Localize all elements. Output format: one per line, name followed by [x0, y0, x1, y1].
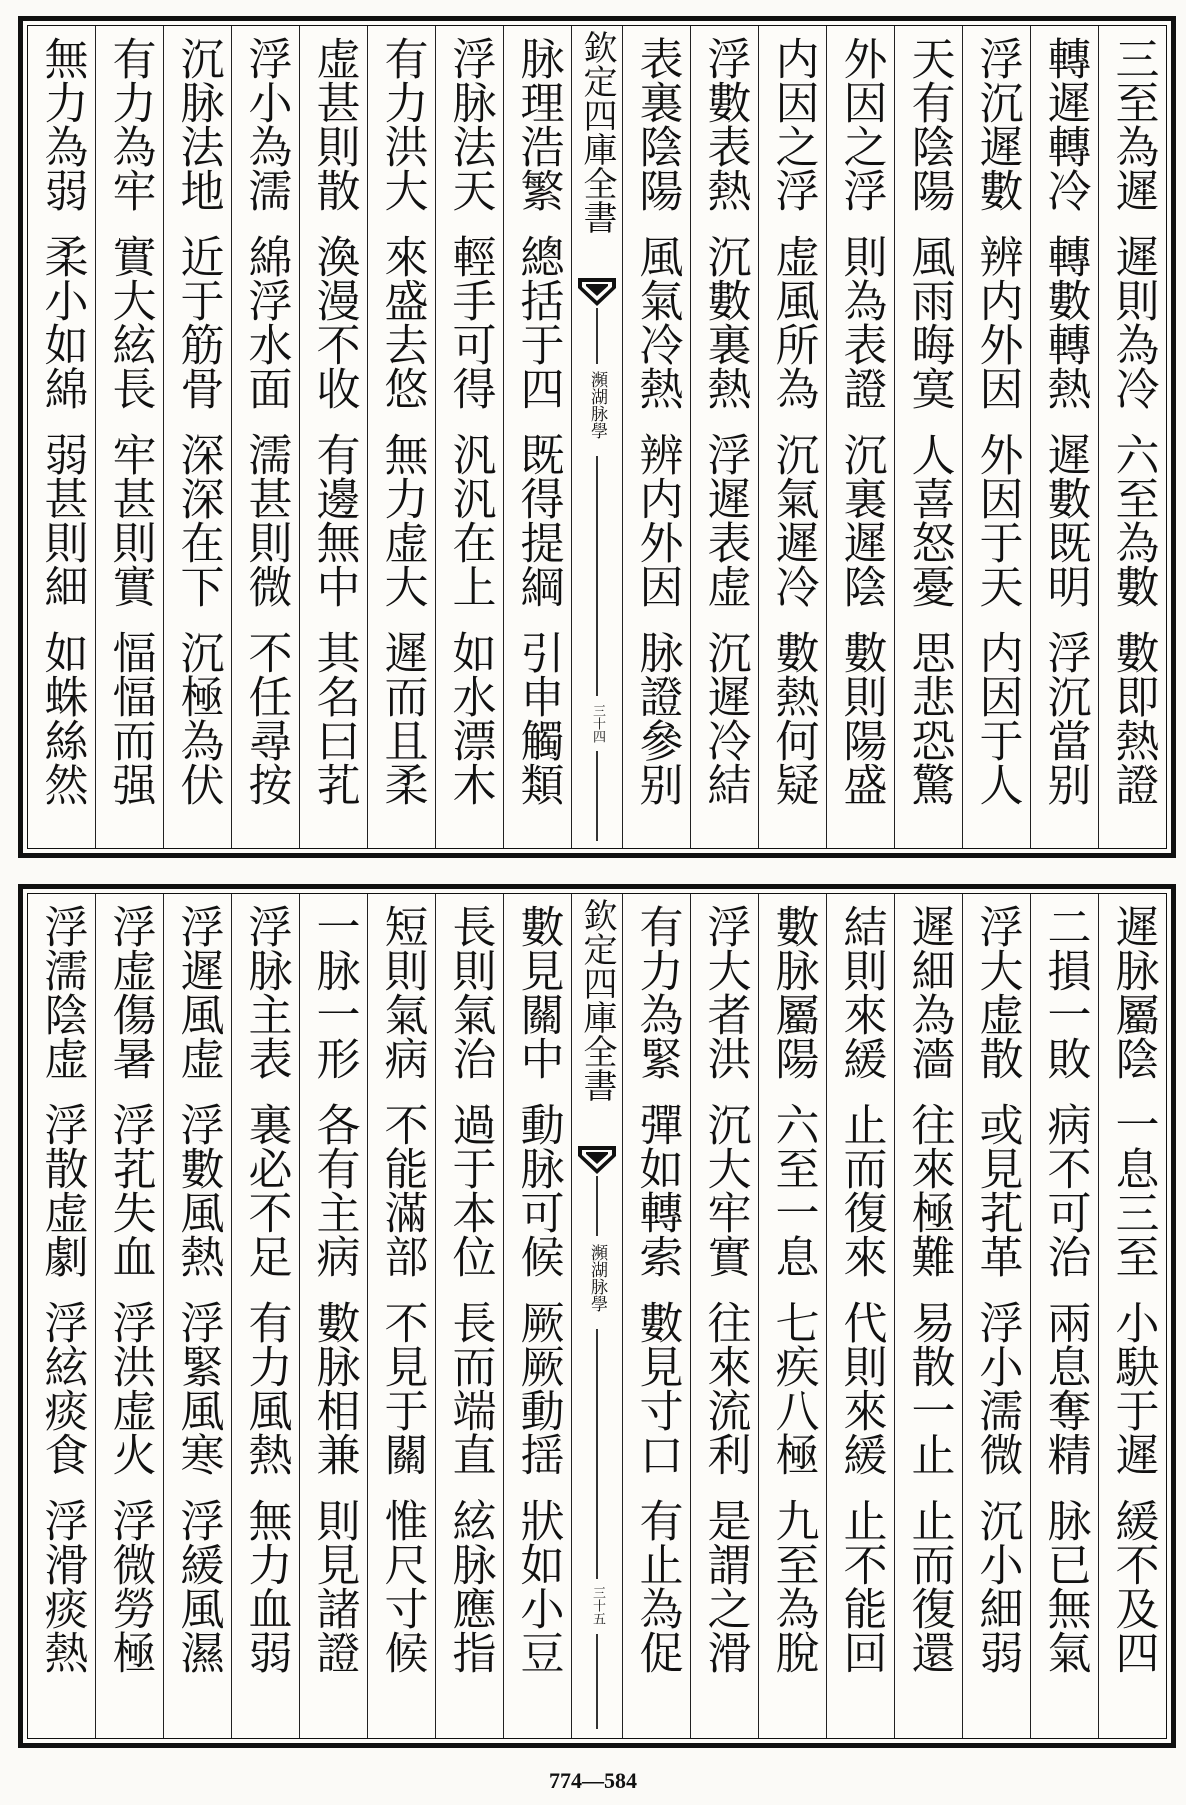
- text-column: [231, 894, 299, 1738]
- text-column: [1030, 894, 1098, 1738]
- page-number: 三十五: [590, 1586, 605, 1625]
- text-column: [690, 894, 758, 1738]
- text-column: [299, 894, 367, 1738]
- column-text: 轉遲轉冷轉數轉熱遲數既明浮沉當别: [1039, 36, 1091, 806]
- center-rule: [596, 1176, 598, 1236]
- text-column: [163, 894, 231, 1738]
- text-column: [758, 894, 826, 1738]
- center-rule: [596, 308, 598, 364]
- text-column: [894, 894, 962, 1738]
- text-column: [826, 894, 894, 1738]
- bottom-page: [18, 884, 1176, 1748]
- column-text: 短則氣病不能滿部不見于關惟尺寸候: [376, 904, 428, 1674]
- page-center-strip: [571, 26, 622, 848]
- text-column: [622, 894, 690, 1738]
- column-text: 有力為緊彈如轉索數見寸口有止為促: [631, 904, 683, 1674]
- column-text: 脉理浩繁總括于四既得提綱引申觸類: [512, 36, 564, 806]
- text-column: [758, 26, 826, 848]
- text-column: [299, 26, 367, 848]
- text-column: [894, 26, 962, 848]
- column-text: 有力洪大來盛去悠無力虚大遲而且柔: [376, 36, 428, 806]
- text-column: [28, 26, 95, 848]
- center-rule: [596, 456, 598, 696]
- column-text: 浮虚傷暑浮芤失血浮洪虚火浮微勞極: [104, 904, 156, 1674]
- book-name: 瀕湖脉學: [587, 371, 607, 439]
- text-column: [367, 26, 435, 848]
- column-text: 浮大虚散或見芤革浮小濡微沉小細弱: [971, 904, 1023, 1674]
- column-text: 虚甚則散渙漫不收有邊無中其名曰芤: [308, 36, 360, 806]
- text-column: [435, 26, 503, 848]
- text-column: [1098, 26, 1166, 848]
- text-column: [503, 26, 571, 848]
- text-column: [503, 894, 571, 1738]
- column-text: 浮濡陰虚浮散虚劇浮絃痰食浮滑痰熱: [36, 904, 88, 1674]
- text-column: [28, 894, 95, 1738]
- column-text: 浮小為濡綿浮水面濡甚則微不任尋按: [240, 36, 292, 806]
- text-column: [962, 894, 1030, 1738]
- column-text: 有力為牢實大絃長牢甚則實愊愊而强: [104, 36, 156, 806]
- text-column: [1098, 894, 1166, 1738]
- column-text: 沉脉法地近于筋骨深深在下沉極為伏: [172, 36, 224, 806]
- text-column: [231, 26, 299, 848]
- center-rule: [596, 1634, 598, 1729]
- column-text: 表裏陰陽風氣冷熱辨内外因脉證參别: [631, 36, 683, 806]
- fish-tail-mark-icon: [578, 1146, 616, 1174]
- column-text: 外因之浮則為表證沉裏遲陰數則陽盛: [835, 36, 887, 806]
- column-text: 數脉屬陽六至一息七疾八極九至為脫: [767, 904, 819, 1674]
- column-text: 浮脉法天輕手可得汎汎在上如水漂木: [444, 36, 496, 806]
- page-center-strip: [571, 894, 622, 1738]
- column-text: 浮脉主表裏必不足有力風熱無力血弱: [240, 904, 292, 1674]
- bottom-page-frame: [27, 893, 1167, 1739]
- fish-tail-mark-icon: [578, 278, 616, 306]
- text-column: [367, 894, 435, 1738]
- center-rule: [596, 751, 598, 841]
- text-column: [95, 26, 163, 848]
- column-text: 天有陰陽風雨晦寞人喜怒憂思悲恐驚: [903, 36, 955, 806]
- column-text: 二損一敗病不可治兩息奪精脉已無氣: [1039, 904, 1091, 1674]
- column-text: 遲細為濇往來極難易散一止止而復還: [903, 904, 955, 1674]
- column-text: 一脉一形各有主病數脉相兼則見諸證: [308, 904, 360, 1674]
- column-text: 長則氣治過于本位長而端直絃脉應指: [444, 904, 496, 1674]
- catalog-number: 774—584: [549, 1768, 637, 1793]
- book-name: 瀕湖脉學: [587, 1244, 607, 1312]
- text-column: [826, 26, 894, 848]
- text-column: [163, 26, 231, 848]
- column-text: 遲脉屬陰一息三至小駃于遲緩不及四: [1107, 904, 1159, 1674]
- column-text: 浮沉遲數辨内外因外因于天内因于人: [971, 36, 1023, 806]
- book-collection-title: 欽定四庫全書: [577, 30, 617, 234]
- top-page: [18, 16, 1176, 858]
- column-text: 三至為遲遲則為冷六至為數數即熱證: [1107, 36, 1159, 806]
- text-column: [95, 894, 163, 1738]
- column-text: 浮數表熱沉數裏熱浮遲表虚沉遲冷結: [699, 36, 751, 806]
- column-text: 數見關中動脉可候厥厥動揺狀如小豆: [512, 904, 564, 1674]
- column-text: 浮遲風虚浮數風熱浮緊風寒浮緩風濕: [172, 904, 224, 1674]
- text-column: [962, 26, 1030, 848]
- top-page-frame: [27, 25, 1167, 849]
- text-column: [622, 26, 690, 848]
- text-column: [690, 26, 758, 848]
- center-rule: [596, 1329, 598, 1579]
- book-collection-title: 欽定四庫全書: [577, 898, 617, 1102]
- column-text: 結則來緩止而復來代則來緩止不能回: [835, 904, 887, 1674]
- page-number: 三十四: [590, 704, 605, 743]
- column-text: 浮大者洪沉大牢實往來流利是謂之滑: [699, 904, 751, 1674]
- text-column: [435, 894, 503, 1738]
- text-column: [1030, 26, 1098, 848]
- column-text: 内因之浮虚風所為沉氣遲冷數熱何疑: [767, 36, 819, 806]
- column-text: 無力為弱柔小如綿弱甚則細如蛛絲然: [36, 36, 88, 806]
